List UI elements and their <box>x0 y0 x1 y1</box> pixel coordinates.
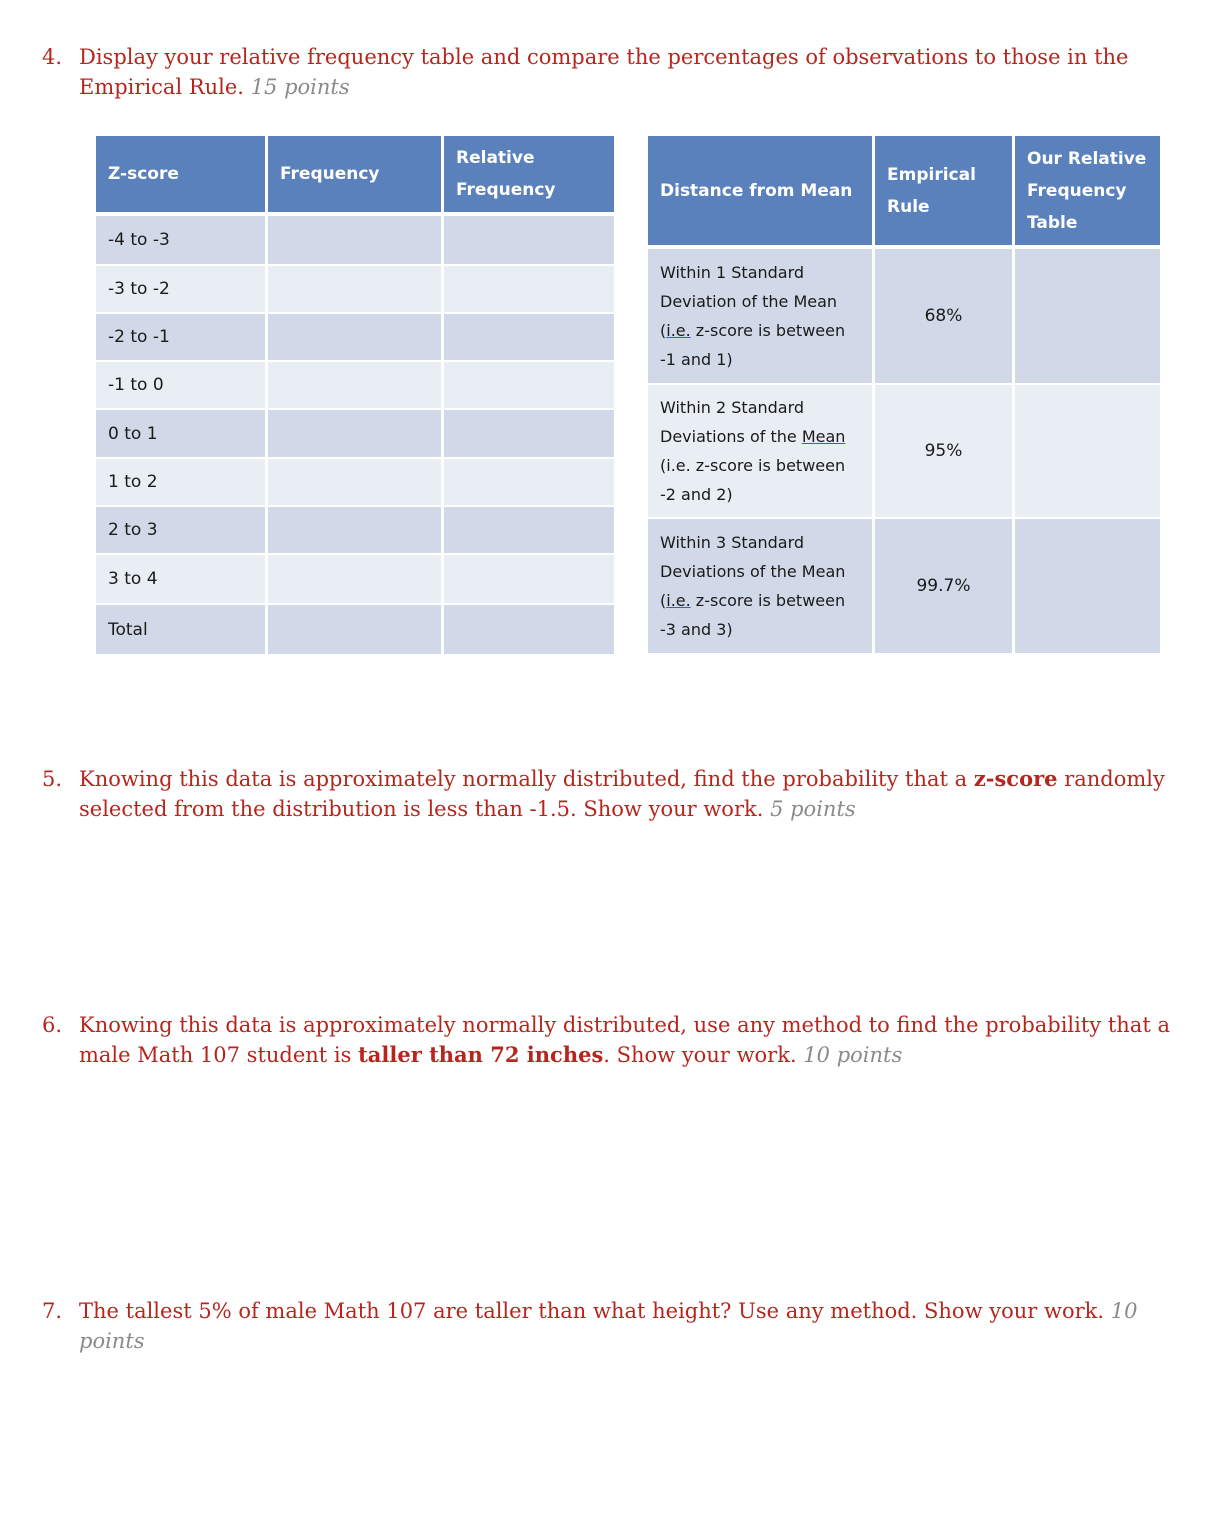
frequency-total-cell[interactable] <box>268 605 444 654</box>
frequency-cell[interactable] <box>268 266 444 314</box>
total-label: Total <box>96 605 268 654</box>
question-5: 5. Knowing this data is approximately normally distributed, find the probability that a z-score randomly selected from the distribution is less than -1.5. Show your work. 5 points <box>42 766 1165 821</box>
emphasis-text: z-score <box>973 766 1058 791</box>
table-row <box>96 410 614 459</box>
question-number: 5. <box>42 767 63 791</box>
table-row-total <box>96 605 614 654</box>
question-text: The tallest 5% of male Math 107 are taller than what height? Use any method. Show your work. <box>79 1299 1105 1323</box>
z-range-cell: -3 to -2 <box>96 266 268 314</box>
z-range-cell: -2 to -1 <box>96 314 268 362</box>
empirical-rule-table <box>648 136 1160 653</box>
header-empirical-rule: Empirical Rule <box>875 136 1015 249</box>
question-7 <box>42 1296 1172 1356</box>
header-relative-frequency: Relative Frequency <box>444 136 614 216</box>
frequency-cell[interactable] <box>268 314 444 362</box>
question-number: 6. <box>42 1013 63 1037</box>
table-row <box>96 216 614 266</box>
header-z-score: Z-score <box>96 136 268 216</box>
table-row <box>648 249 1160 385</box>
question-4 <box>42 42 1172 102</box>
table-row <box>96 314 614 362</box>
relative-frequency-cell[interactable] <box>444 459 614 507</box>
z-range-cell: 1 to 2 <box>96 459 268 507</box>
table-row <box>96 459 614 507</box>
z-score-frequency-table <box>96 136 614 654</box>
our-relative-frequency-cell[interactable] <box>1015 249 1160 385</box>
header-frequency: Frequency <box>268 136 444 216</box>
frequency-cell[interactable] <box>268 362 444 410</box>
relative-frequency-cell[interactable] <box>444 410 614 459</box>
question-text: Display your relative frequency table and compare the percentages of observations to those in the Empirical Rule. <box>79 45 1129 99</box>
points-label: 10 points <box>803 1043 903 1067</box>
table-row <box>648 385 1160 519</box>
header-distance-from-mean: Distance from Mean <box>648 136 875 249</box>
z-range-cell: 3 to 4 <box>96 555 268 605</box>
z-range-cell: -4 to -3 <box>96 216 268 266</box>
frequency-cell[interactable] <box>268 410 444 459</box>
table-row <box>96 362 614 410</box>
table-row <box>96 555 614 605</box>
points-label: 10 points <box>79 1299 1138 1353</box>
question-6: 6. Knowing this data is approximately normally distributed, use any method to find the probability that a male Math 107 student is taller than 72 inches. Show your work. 10 points <box>42 1010 1172 1070</box>
relative-frequency-cell[interactable] <box>444 362 614 410</box>
table-row <box>96 266 614 314</box>
frequency-cell[interactable] <box>268 459 444 507</box>
relative-frequency-cell[interactable] <box>444 507 614 555</box>
frequency-cell[interactable] <box>268 555 444 605</box>
distance-cell: Within 3 Standard Deviations of the Mean (i.e. z-score is between -3 and 3) <box>648 519 875 653</box>
relative-frequency-cell[interactable] <box>444 555 614 605</box>
emphasis-text: taller than 72 inches <box>358 1042 604 1067</box>
relative-frequency-cell[interactable] <box>444 266 614 314</box>
question-number: 4. <box>42 45 63 69</box>
z-range-cell: 0 to 1 <box>96 410 268 459</box>
points-label: 15 points <box>250 75 350 99</box>
empirical-rule-value: 95% <box>875 385 1015 519</box>
z-range-cell: -1 to 0 <box>96 362 268 410</box>
empirical-rule-value: 68% <box>875 249 1015 385</box>
table-row <box>96 507 614 555</box>
frequency-cell[interactable] <box>268 216 444 266</box>
question-number: 7. <box>42 1299 63 1323</box>
relative-frequency-cell[interactable] <box>444 314 614 362</box>
relative-frequency-cell[interactable] <box>444 216 614 266</box>
header-our-relative-frequency: Our Relative Frequency Table <box>1015 136 1160 249</box>
our-relative-frequency-cell[interactable] <box>1015 385 1160 519</box>
our-relative-frequency-cell[interactable] <box>1015 519 1160 653</box>
distance-cell: Within 2 Standard Deviations of the Mean (i.e. z-score is between -2 and 2) <box>648 385 875 519</box>
points-label: 5 points <box>770 797 856 821</box>
relative-frequency-total-cell[interactable] <box>444 605 614 654</box>
table-row <box>648 519 1160 653</box>
z-range-cell: 2 to 3 <box>96 507 268 555</box>
distance-cell: Within 1 Standard Deviation of the Mean (i.e. z-score is between -1 and 1) <box>648 249 875 385</box>
frequency-cell[interactable] <box>268 507 444 555</box>
empirical-rule-value: 99.7% <box>875 519 1015 653</box>
